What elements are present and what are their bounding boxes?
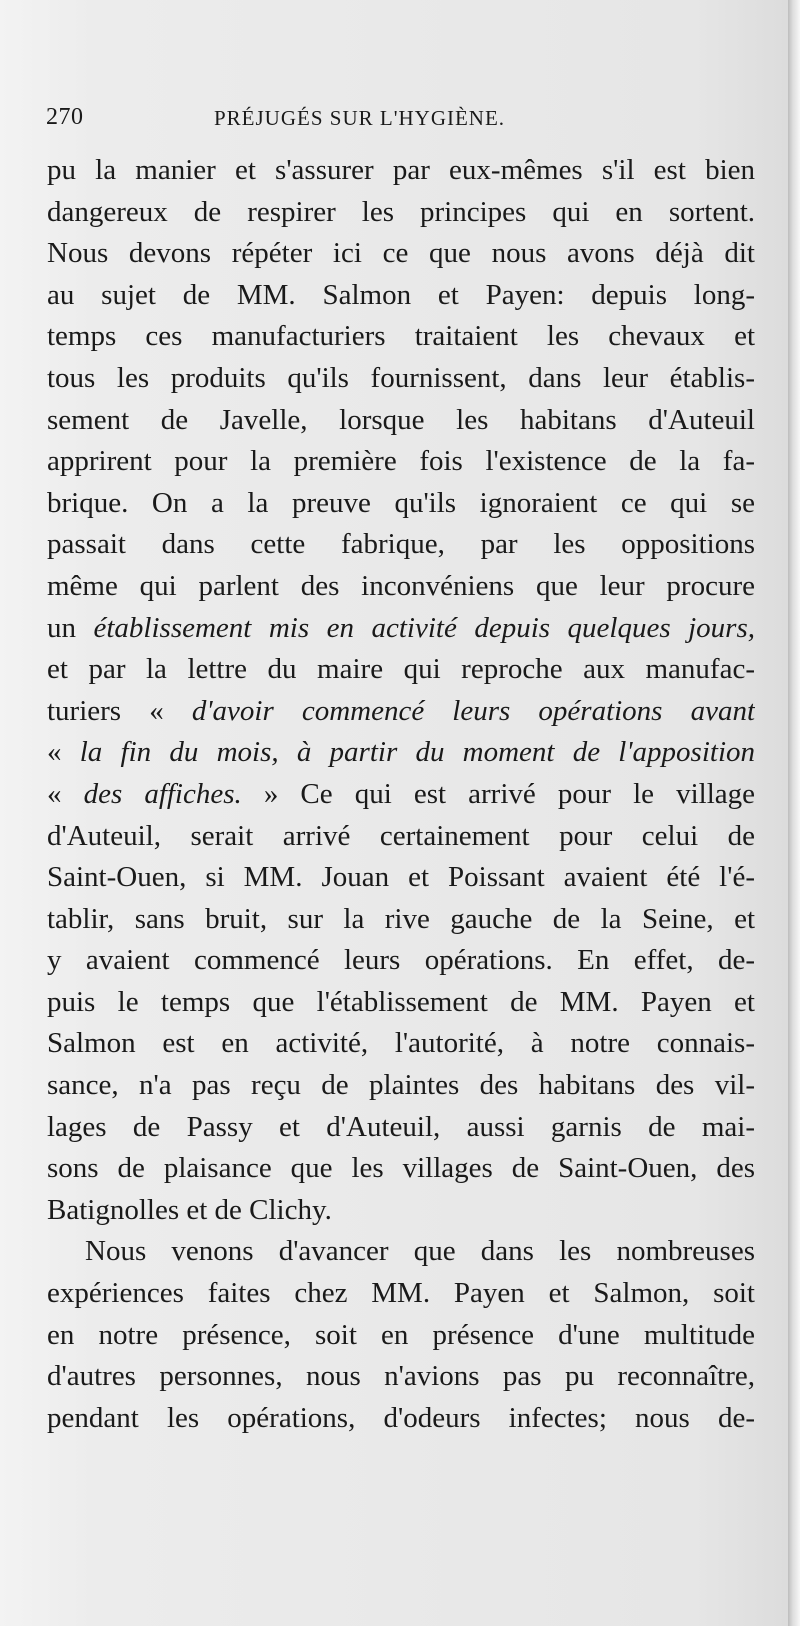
text-line: expériences faites chez MM. Payen et Salmon, soit (47, 1277, 755, 1310)
text-line (47, 732, 755, 774)
paragraph-start-line: Nous venons d'avancer que dans les nombreuses (85, 1235, 755, 1268)
text-line: d'Auteuil, serait arrivé certainement pour celui de (47, 819, 755, 852)
text-segment: turiers « (47, 694, 164, 727)
text-line: Nous devons répéter ici ce que nous avons déjà dit (47, 237, 755, 270)
text-segment: un (47, 611, 76, 644)
page-number: 270 (46, 104, 84, 130)
page-header (46, 104, 566, 138)
text-line: Saint-Ouen, si MM. Jouan et Poissant avaient été l'é- (47, 861, 755, 894)
text-line: tablir, sans bruit, sur la rive gauche de la Seine, et (47, 902, 755, 935)
text-line: dangereux de respirer les principes qui en sortent. (47, 195, 755, 228)
italic-segment: la fin du mois, à partir du moment de l'apposition (79, 736, 755, 769)
body-text (47, 150, 755, 1439)
text-line: Salmon est en activité, l'autorité, à notre connais- (47, 1027, 755, 1060)
text-line: pu la manier et s'assurer par eux-mêmes s'il est bien (47, 154, 755, 186)
running-head: PRÉJUGÉS SUR L'HYGIÈNE. (214, 106, 506, 130)
quote-mark: « (47, 736, 62, 769)
text-line: sons de plaisance que les villages de Saint-Ouen, des (47, 1152, 755, 1185)
italic-segment: d'avoir commencé leurs opérations avant (191, 694, 755, 727)
text-line: passait dans cette fabrique, par les oppositions (47, 528, 755, 561)
text-line: temps ces manufacturiers traitaient les chevaux et (47, 320, 755, 353)
page-edge (788, 0, 800, 1626)
text-line: et par la lettre du maire qui reproche aux manufac- (47, 653, 755, 686)
text-line: d'autres personnes, nous n'avions pas pu reconnaître, (47, 1360, 755, 1393)
text-line (47, 691, 755, 733)
text-line: même qui parlent des inconvéniens que leur procure (47, 569, 755, 602)
text-line: brique. On a la preuve qu'ils ignoraient ce qui se (47, 486, 755, 519)
text-line: sance, n'a pas reçu de plaintes des habitans des vil- (47, 1069, 755, 1102)
text-line (47, 608, 755, 650)
quote-mark: « (47, 777, 62, 810)
text-line: apprirent pour la première fois l'existence de la fa- (47, 445, 755, 478)
text-line: tous les produits qu'ils fournissent, dans leur établis- (47, 361, 755, 394)
paragraph-end-line: Batignolles et de Clichy. (47, 1193, 332, 1226)
text-line: au sujet de MM. Salmon et Payen: depuis long- (47, 278, 755, 311)
text-segment: » Ce qui est arrivé pour le village (263, 777, 755, 810)
italic-segment: établissement mis en activité depuis quelques jours, (93, 611, 755, 644)
text-line: puis le temps que l'établissement de MM. Payen et (47, 985, 755, 1018)
text-line: sement de Javelle, lorsque les habitans d'Auteuil (47, 403, 755, 436)
text-line (47, 774, 755, 816)
text-line: lages de Passy et d'Auteuil, aussi garnis de mai- (47, 1110, 755, 1143)
text-line: pendant les opérations, d'odeurs infectes; nous de- (47, 1401, 755, 1434)
italic-segment: des affiches. (83, 777, 242, 810)
text-line: en notre présence, soit en présence d'une multitude (47, 1318, 755, 1351)
text-line: y avaient commencé leurs opérations. En effet, de- (47, 944, 755, 977)
